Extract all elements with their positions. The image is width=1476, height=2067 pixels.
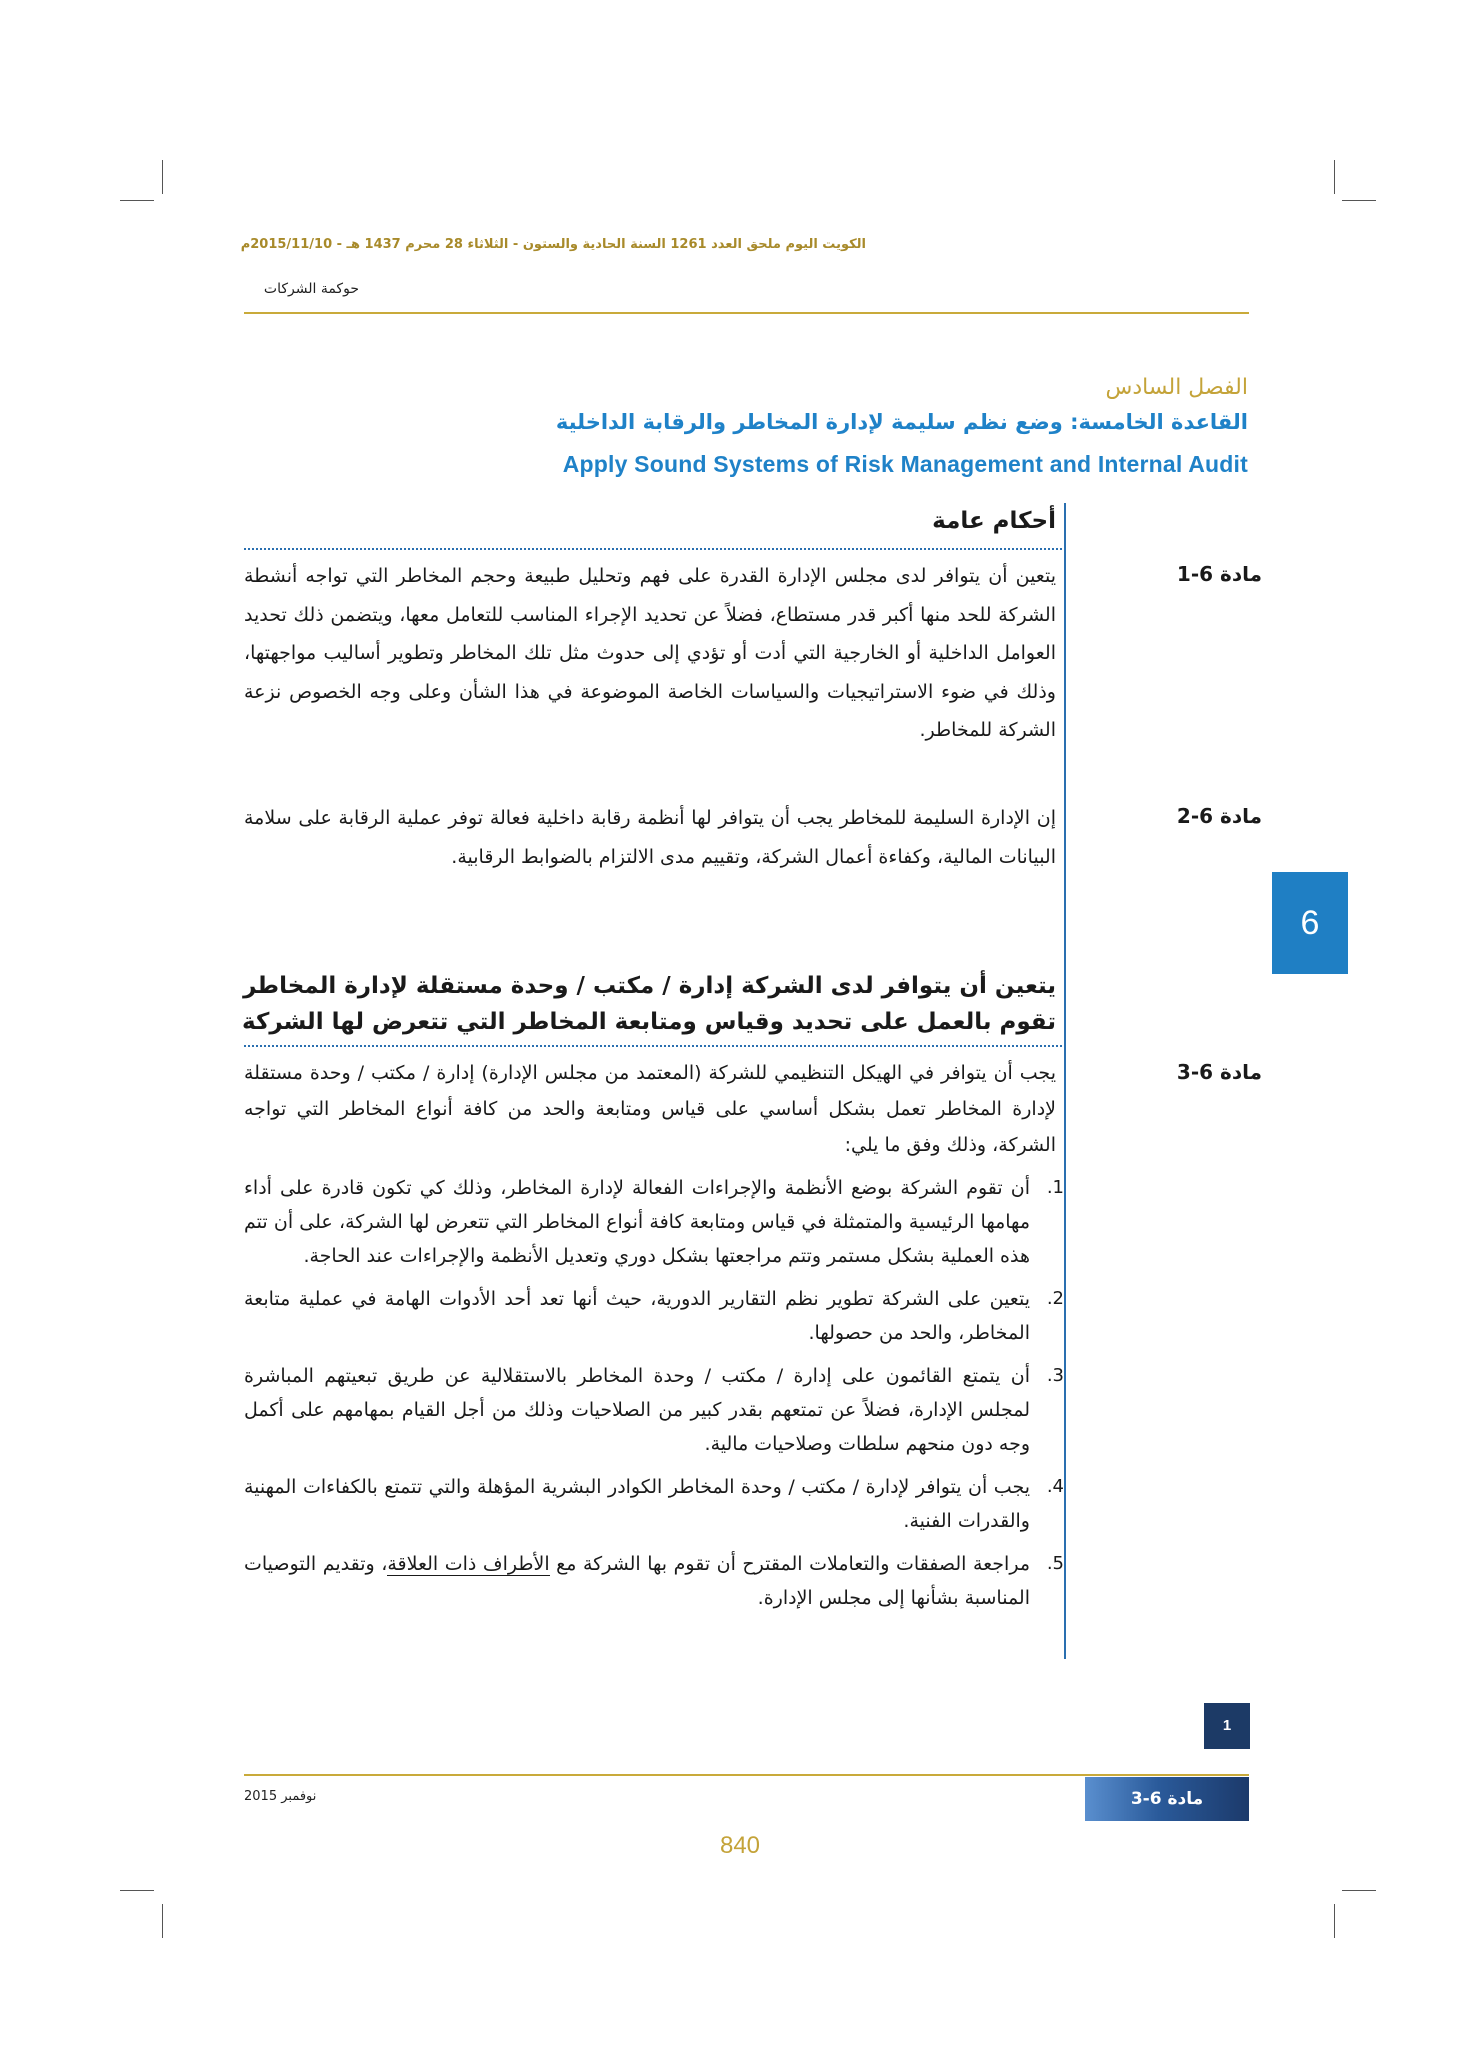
list-item [244, 1282, 1064, 1350]
article-text: يجب أن يتوافر في الهيكل التنظيمي للشركة (المعتمد من مجلس الإدارة) إدارة / مكتب / وحدة مستقلة لإدارة المخاطر تعمل بشكل أساسي على قياس ومتابعة والحد من كافة أنواع المخاطر التي تواجه الشركة، وذلك وفق ما يلي: [244, 1062, 1056, 1156]
list-item-number: 3. [1046, 1365, 1064, 1386]
section-heading-risk-unit: يتعين أن يتوافر لدى الشركة إدارة / مكتب / وحدة مستقلة لإدارة المخاطر تقوم بالعمل على تحديد وقياس ومتابعة المخاطر التي تتعرض لها الشركة [242, 973, 1056, 1035]
gazette-header: الكويت اليوم ملحق العدد 1261 السنة الحادية والستون - الثلاثاء 28 محرم 1437 هـ - 2015/11/10م [240, 237, 866, 252]
list-item-number: 1. [1046, 1177, 1064, 1198]
crop-mark [162, 160, 163, 194]
list-item-text-part: ، وتقديم التوصيات المناسبة بشأنها إلى مجلس الإدارة. [244, 1553, 1030, 1609]
list-item-text: أن يتمتع القائمون على إدارة / مكتب / وحدة المخاطر بالاستقلالية عن طريق تبعيتهم المباشرة لمجلس الإدارة، فضلاً عن تمتعهم بقدر كبير من الصلاحيات وذلك من أجل القيام بمهامهم على أكمل وجه دون منحهم سلطات وصلاحيات مالية. [244, 1365, 1030, 1455]
list-item-text [244, 1547, 1030, 1615]
running-title: حوكمة الشركات [263, 281, 359, 297]
list-item [244, 1171, 1064, 1273]
list-item-text: أن تقوم الشركة بوضع الأنظمة والإجراءات الفعالة لإدارة المخاطر، وذلك كي تكون قادرة على أداء مهامها الرئيسية والمتمثلة في قياس ومتابعة كافة أنواع المخاطر التي تتعرض لها الشركة، على أن تتم هذه العملية بشكل مستمر وتتم مراجعتها بشكل دوري وتعديل الأنظمة والإجراءات عند الحاجة. [244, 1177, 1030, 1267]
crop-mark [1342, 200, 1376, 201]
chapter-side-tab: 6 [1272, 872, 1348, 974]
rule-title-arabic: القاعدة الخامسة: وضع نظم سليمة لإدارة المخاطر والرقابة الداخلية [555, 410, 1248, 434]
requirements-list [244, 1171, 1064, 1615]
crop-mark [1334, 160, 1335, 194]
list-item [244, 1359, 1064, 1461]
list-item-text: يجب أن يتوافر لإدارة / مكتب / وحدة المخاطر الكوادر البشرية المؤهلة والتي تتمتع بالكفاءات المهنية والقدرات الفنية. [244, 1476, 1030, 1532]
list-item-number: 4. [1046, 1476, 1064, 1497]
dotted-divider [244, 1045, 1066, 1047]
list-item-number: 2. [1046, 1288, 1064, 1309]
footer-rule [244, 1774, 1249, 1776]
footer-article-tab: مادة 6-3 [1085, 1777, 1249, 1821]
page-box: 1 [1204, 1703, 1250, 1749]
rule-title-english: Apply Sound Systems of Risk Management and Internal Audit [562, 451, 1248, 477]
crop-mark [1342, 1890, 1376, 1891]
list-item-number: 5. [1046, 1553, 1064, 1574]
list-item-text: يتعين على الشركة تطوير نظم التقارير الدورية، حيث أنها تعد أحد الأدوات الهامة في عملية متابعة المخاطر، والحد من حصولها. [244, 1288, 1030, 1344]
column-divider [1064, 503, 1066, 1659]
article-label: مادة 6-2 [1176, 804, 1262, 828]
article-label: مادة 6-1 [1176, 562, 1262, 586]
related-parties-link[interactable]: الأطراف ذات العلاقة [387, 1553, 550, 1575]
article-label: مادة 6-3 [1176, 1060, 1262, 1084]
list-item [244, 1470, 1064, 1538]
article-text: يتعين أن يتوافر لدى مجلس الإدارة القدرة على فهم وتحليل طبيعة وحجم المخاطر التي تواجه أنشطة الشركة للحد منها أكبر قدر مستطاع، فضلاً عن تحديد الإجراء المناسب للتعامل معها، ويتضمن ذلك تحديد العوامل الداخلية أو الخارجية التي أدت أو تؤدي إلى حدوث مثل تلك المخاطر وتطوير أساليب مواجهتها، وذلك في ضوء الاستراتيجيات والسياسات الخاصة الموضوعة في هذا الشأن وعلى وجه الخصوص نزعة الشركة للمخاطر. [244, 565, 1056, 741]
section-heading-general: أحكام عامة [932, 508, 1056, 534]
dotted-divider [244, 548, 1066, 550]
list-item-text-part: مراجعة الصفقات والتعاملات المقترح أن تقوم بها الشركة مع [549, 1553, 1030, 1575]
crop-mark [120, 1890, 154, 1891]
crop-mark [162, 1904, 163, 1938]
footer-date: نوفمبر 2015 [244, 1789, 317, 1804]
list-item [244, 1547, 1064, 1615]
chapter-title: الفصل السادس [1105, 375, 1248, 400]
article-text: إن الإدارة السليمة للمخاطر يجب أن يتوافر لها أنظمة رقابة داخلية فعالة توفر عملية الرقابة على سلامة البيانات المالية، وكفاءة أعمال الشركة، وتقييم مدى الالتزام بالضوابط الرقابية. [244, 807, 1056, 868]
crop-mark [120, 200, 154, 201]
crop-mark [1334, 1904, 1335, 1938]
page-number: 840 [719, 1832, 761, 1859]
header-rule [244, 312, 1249, 314]
